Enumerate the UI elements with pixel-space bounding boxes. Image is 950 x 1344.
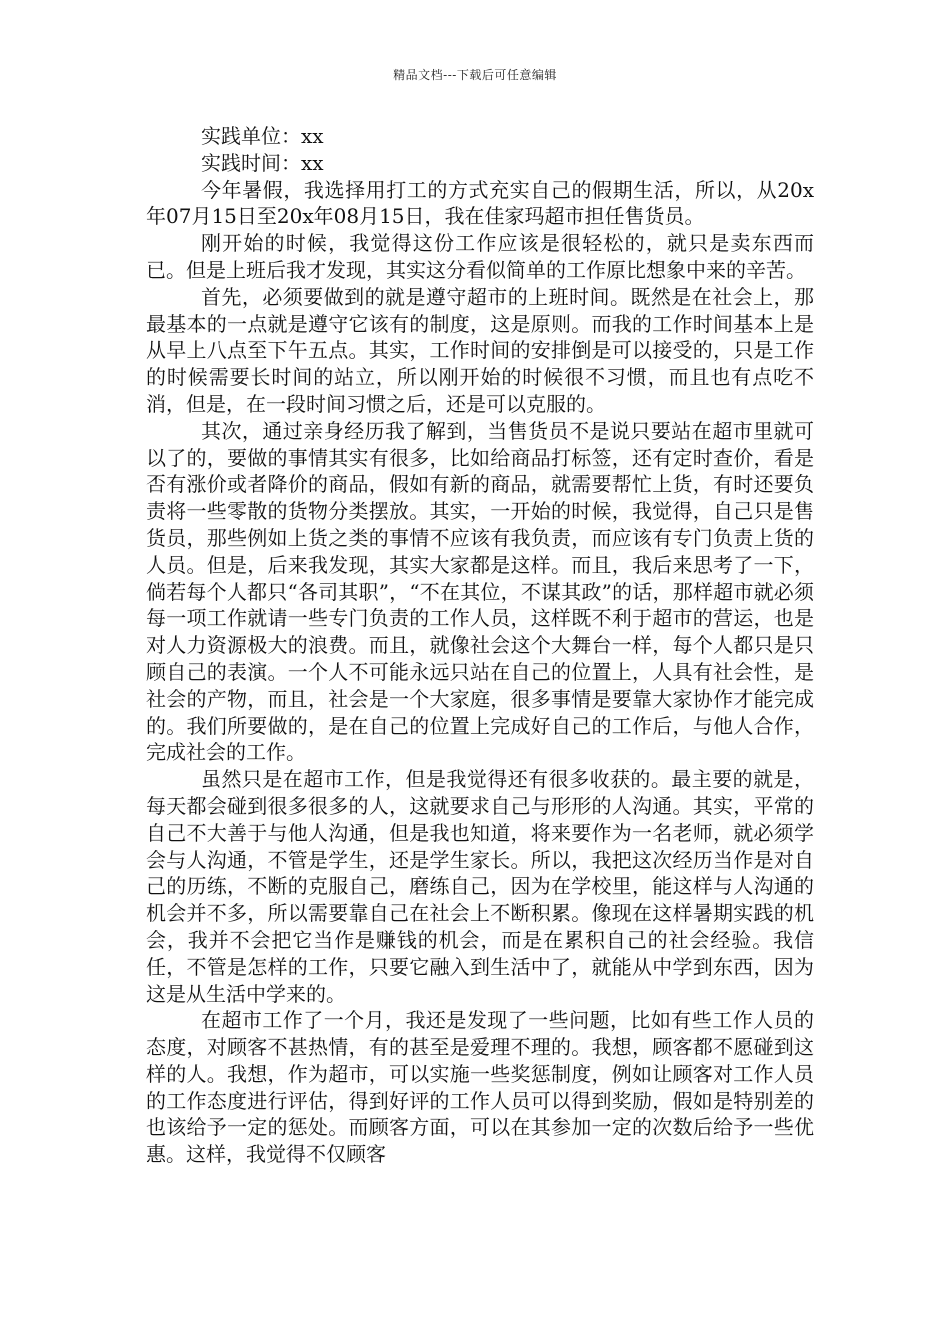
paragraph-1: 今年暑假，我选择用打工的方式充实自己的假期生活，所以，从20x年07月15日至20x年08月15日，我在佳家玛超市担任售货员。 [146,177,814,229]
paragraph-6: 在超市工作了一个月，我还是发现了一些问题，比如有些工作人员的态度，对顾客不甚热情，有的甚至是爱理不理的。我想，顾客都不愿碰到这样的人。我想，作为超市，可以实施一些奖惩制度，例如让顾客对工作人员的工作态度进行评估，得到好评的工作人员可以得到奖励，假如是特别差的也该给予一定的惩处。而顾客方面，可以在其参加一定的次数后给予一些优惠。这样，我觉得不仅顾客 [146,1008,814,1167]
paragraph-2: 刚开始的时候，我觉得这份工作应该是很轻松的，就只是卖东西而已。但是上班后我才发现，其实这分看似简单的工作原比想象中来的辛苦。 [146,231,814,282]
paragraph-4: 其次，通过亲身经历我了解到，当售货员不是说只要站在超市里就可以了的，要做的事情其实有很多，比如给商品打标签，还有定时查价，看是否有涨价或者降价的商品，假如有新的商品，就需要帮忙上货，有时还要负责将一些零散的货物分类摆放。其实，一开始的时候，我觉得，自己只是售货员，那些例如上货之类的事情不应该有我负责，而应该有专门负责上货的人员。但是，后来我发现，其实大家都是这样。而且，我后来思考了一下，倘若每个人都只“各司其职”，“不在其位，不谋其政”的话，那样超市就必须每一项工作就请一些专门负责的工作人员，这样既不利于超市的营运，也是对人力资源极大的浪费。而且，就像社会这个大舞台一样，每个人都只是只顾自己的表演。一个人不可能永远只站在自己的位置上，人具有社会性，是社会的产物，而且，社会是一个大家庭，很多事情是要靠大家协作才能完成的。我们所要做的，是在自己的位置上完成好自己的工作后，与他人合作，完成社会的工作。 [146,418,814,765]
document-body [146,123,814,1168]
page-header: 精品文档---下载后可任意编辑 [393,68,557,82]
practice-time-line: 实践时间：xx [201,150,324,175]
practice-unit-line: 实践单位：xx [201,124,324,148]
paragraph-5: 虽然只是在超市工作，但是我觉得还有很多收获的。最主要的就是，每天都会碰到很多很多的人，这就要求自己与形形的人沟通。其实，平常的自己不大善于与他人沟通，但是我也知道，将来要作为一名老师，就必须学会与人沟通，不管是学生，还是学生家长。所以，我把这次经历当作是对自己的历练，不断的克服自己，磨练自己，因为在学校里，能这样与人沟通的机会并不多，所以需要靠自己在社会上不断积累。像现在这样暑期实践的机会，我并不会把它当作是赚钱的机会，而是在累积自己的社会经验。我信任，不管是怎样的工作，只要它融入到生活中了，就能从中学到东西，因为这是从生活中学来的。 [146,767,814,1006]
paragraph-3: 首先，必须要做到的就是遵守超市的上班时间。既然是在社会上，那最基本的一点就是遵守它该有的制度，这是原则。而我的工作时间基本上是从早上八点至下午五点。其实，工作时间的安排倒是可以接受的，只是工作的时候需要长时间的站立，所以刚开始的时候很不习惯，而且也有点吃不消，但是，在一段时间习惯之后，还是可以克服的。 [146,284,814,416]
